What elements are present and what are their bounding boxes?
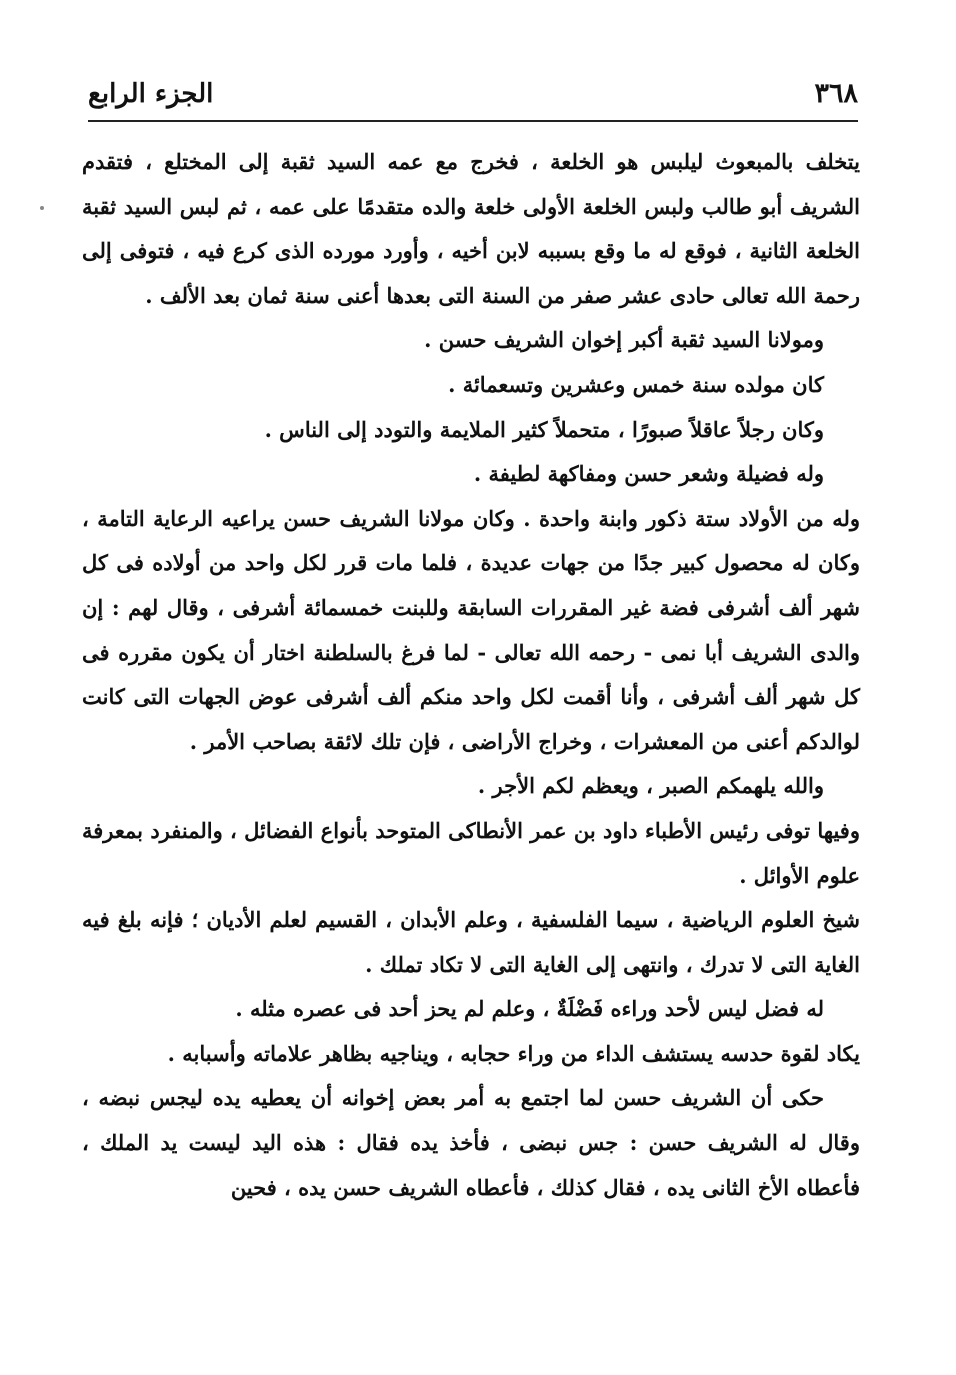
- body-text: [82, 140, 860, 1290]
- paragraph: حكى أن الشريف حسن لما اجتمع به أمر بعض إخوانه أن يعطيه يده ليجس نبضه ، وقال له الشريف حسن : جس نبضى ، فأخذ يده فقال : هذه اليد ليست يد الملك ، فأعطاه الأخ الثانى يده ، فقال كذلك ، فأعطاه الشريف حسن يده ، فحين: [82, 1085, 860, 1200]
- paragraph: شيخ العلوم الرياضية ، سيما الفلسفية ، وعلم الأبدان ، القسيم لعلم الأديان ؛ فإنه بلغ فيه الغاية التى لا تدرك ، وانتهى إلى الغاية التى لا تكاد تملك .: [82, 907, 860, 977]
- page-header: [88, 74, 858, 118]
- paragraph: له فضل ليس لأحد وراءه فَضْلَةٌ ، وعلم لم يحز أحد فى عصره مثله .: [235, 996, 824, 1022]
- margin-speck: [40, 206, 44, 210]
- paragraph: وله فضيلة وشعر حسن ومفاكهة لطيفة .: [473, 461, 824, 487]
- paragraph: ومولانا السيد ثقبة أكبر إخوان الشريف حسن .: [424, 327, 824, 353]
- paragraph: كان مولده سنة خمس وعشرين وتسعمائة .: [448, 371, 824, 397]
- page-number: ٣٦٨: [814, 78, 858, 109]
- paragraph: يكاد لقوة حدسه يستشف الداء من وراء حجابه ، ويناجيه بظاهر علاماته وأسبابه .: [167, 1040, 860, 1066]
- paragraph: وكان رجلاً عاقلاً صبورًا ، متحملاً كثير الملايمة والتودد إلى الناس .: [264, 416, 824, 442]
- header-rule: [88, 120, 858, 122]
- paragraph: والله يلهمكم الصبر ، ويعظم لكم الأجر .: [477, 773, 824, 799]
- paragraph: وله من الأولاد ستة ذكور وابنة واحدة . وكان مولانا الشريف حسن يراعيه الرعاية التامة ، وكان له محصول كبير جدًا من جهات عديدة ، فلما مات قرر لكل واحد من أولاده فى كل شهر ألف أشرفى فضة غير المقررات السابقة وللبنت خمسمائة أشرفى ، وقال لهم : إن والدى الشريف أبا نمى - رحمه الله تعالى - لما فرغ بالسلطنة اختار أن يكون مقرره فى كل شهر ألف أشرفى ، وأنا أقمت لكل واحد منكم ألف أشرفى عوض الجهات التى كانت لوالدكم أعنى من المعشرات ، وخراج الأراضى ، فإن تلك لائقة بصاحب الأمر .: [82, 505, 860, 754]
- paragraph: يتخلف بالمبعوث ليلبس هو الخلعة ، فخرج مع عمه السيد ثقبة إلى المختلع ، فتقدم الشريف أبو طالب ولبس الخلعة الأولى خلعة والده متقدمًا على عمه ، ثم لبس السيد ثقبة الخلعة الثانية ، فوقع له ما وقع بسببه لابن أخيه ، وأورد مورده الذى كرع فيه ، فتوفى إلى رحمة الله تعالى حادى عشر صفر من السنة التى بعدها أعنى سنة ثمان بعد الألف .: [82, 149, 860, 308]
- part-title: الجزء الرابع: [88, 79, 214, 109]
- paragraph: وفيها توفى رئيس الأطباء داود بن عمر الأنطاكى المتوحد بأنواع الفضائل ، والمنفرد بمعرفة علوم الأوائل .: [82, 817, 860, 888]
